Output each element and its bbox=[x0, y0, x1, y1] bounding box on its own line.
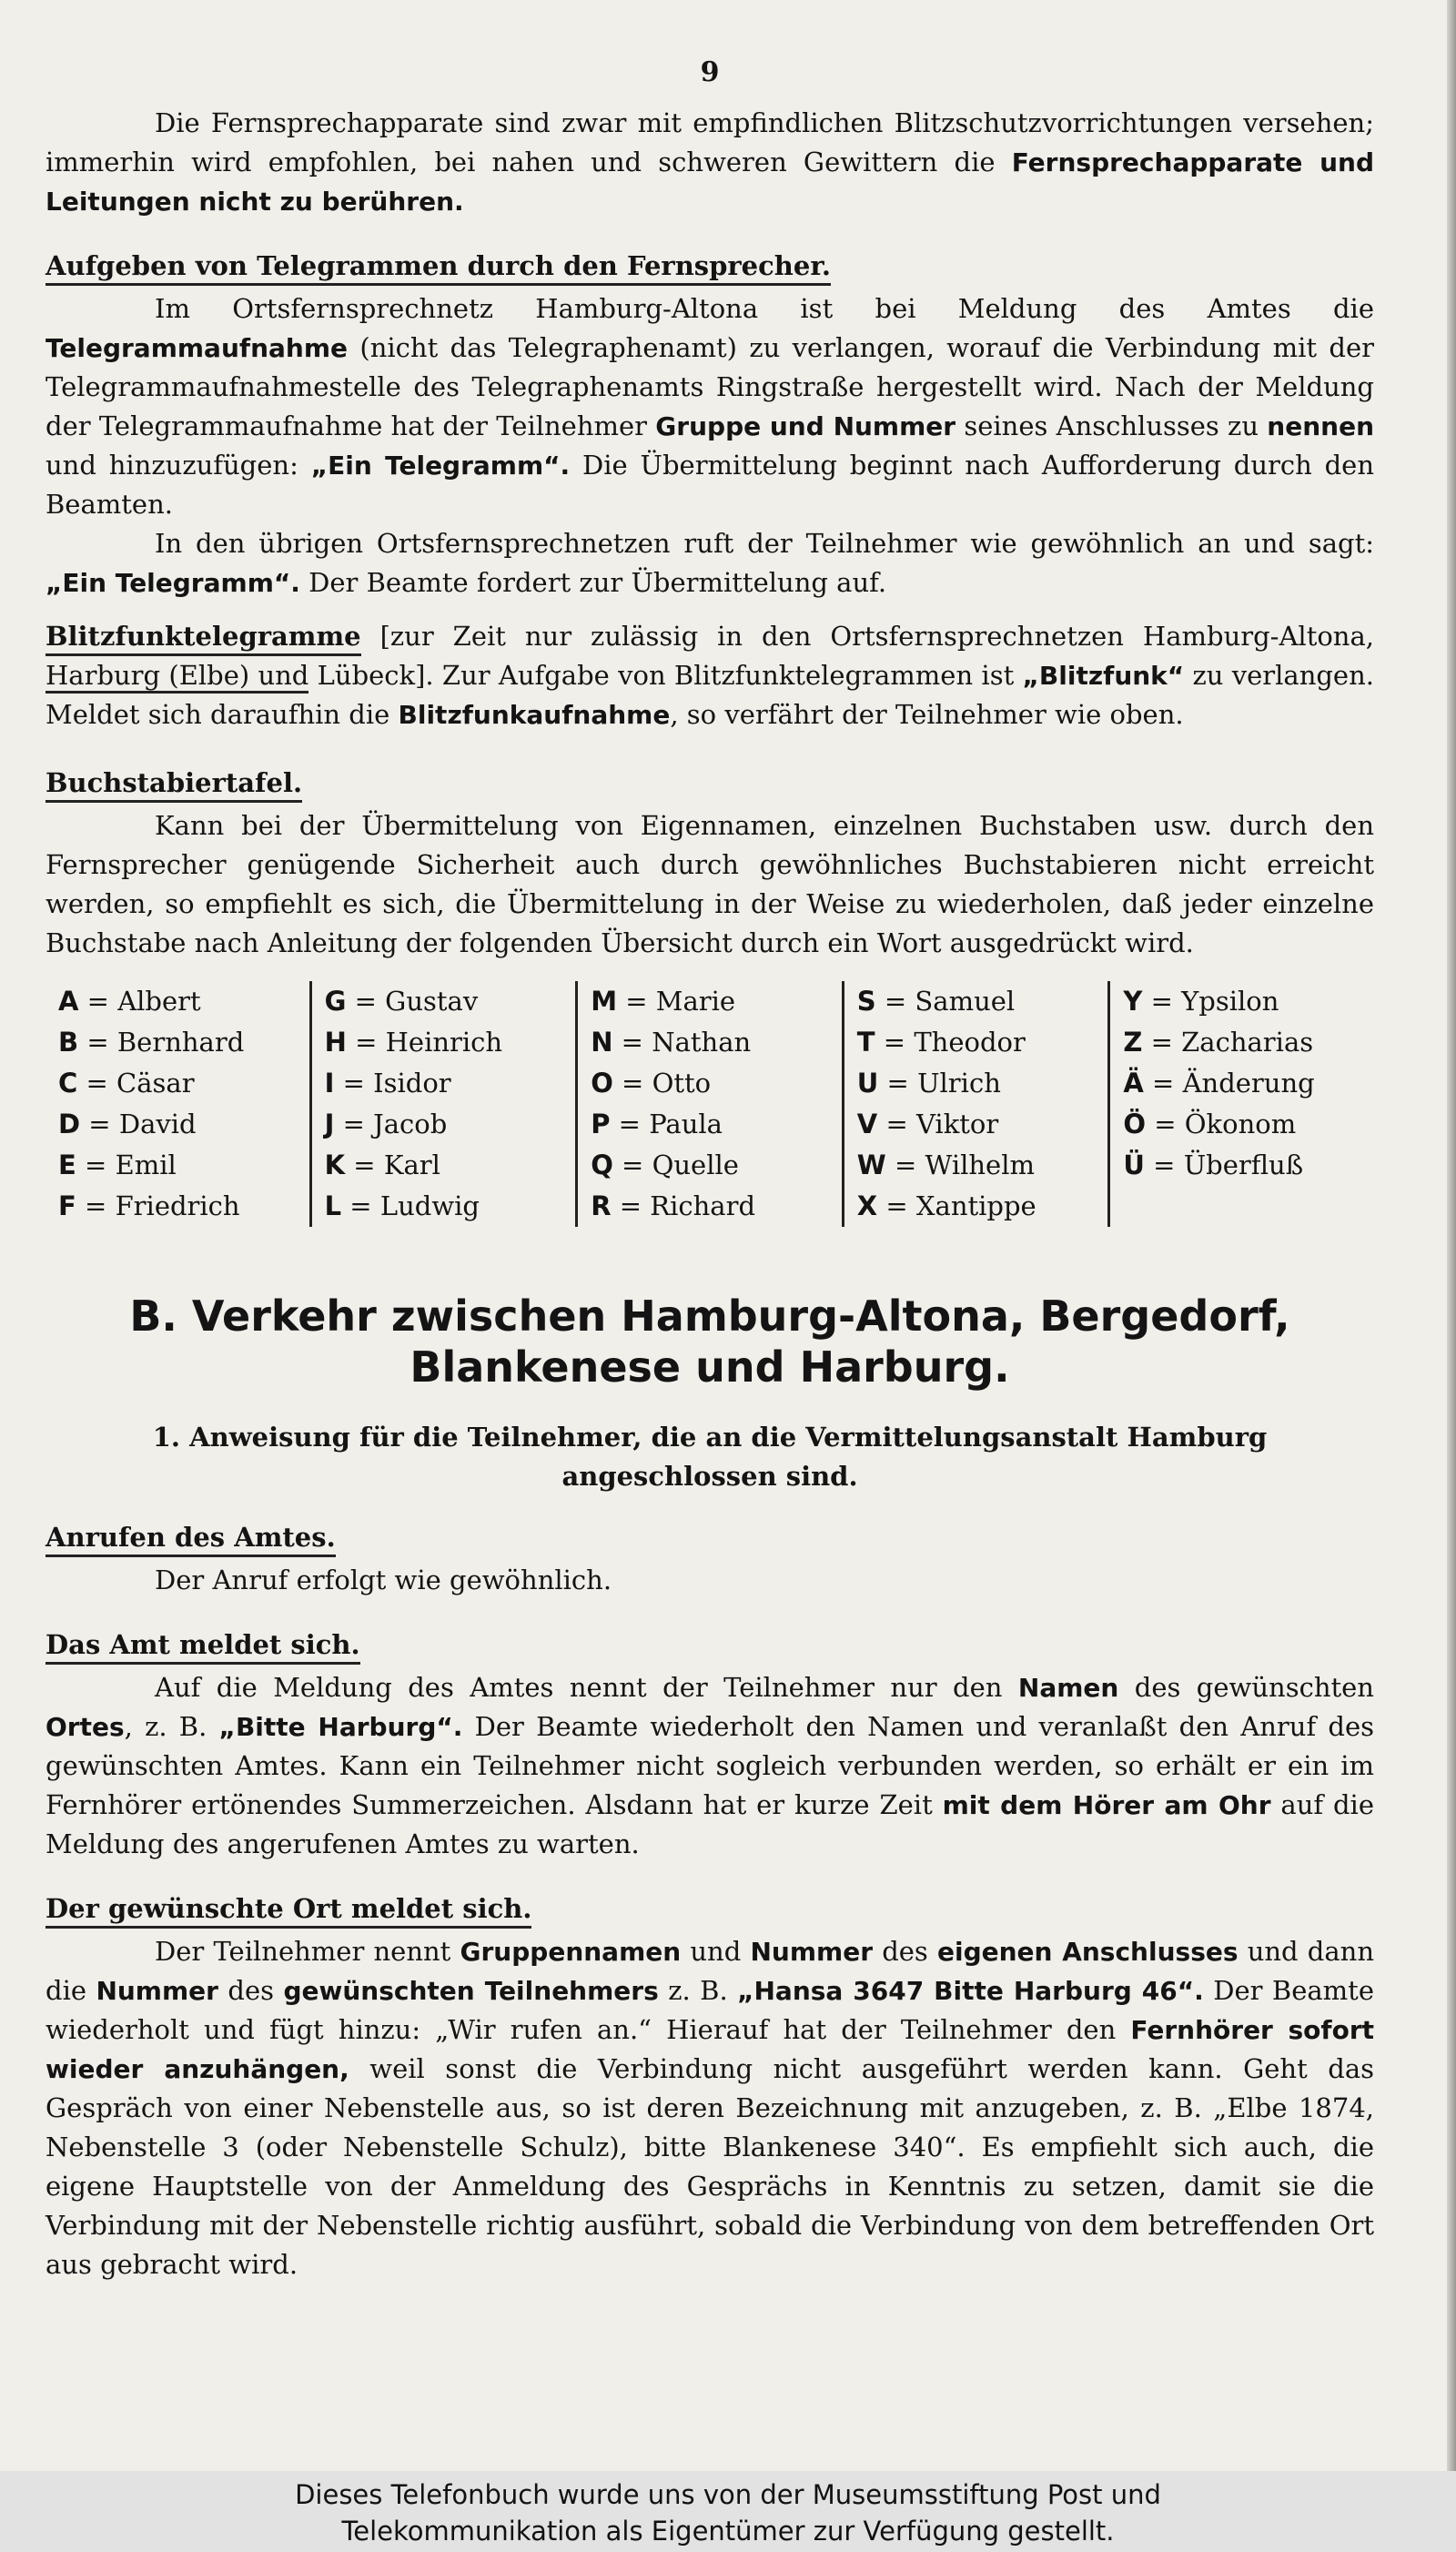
spelling-word: Marie bbox=[655, 986, 736, 1017]
spelling-word: Theodor bbox=[914, 1027, 1026, 1058]
spelling-letter: A bbox=[58, 986, 79, 1017]
equals-sign: = bbox=[878, 1068, 918, 1099]
spelling-column bbox=[575, 981, 842, 1227]
spelling-entry bbox=[58, 1145, 297, 1186]
equals-sign: = bbox=[611, 1190, 651, 1221]
blitzfunk-paragraph: Blitzfunktelegramme [zur Zeit nur zulässig in den Ortsfernsprechnetzen Hamburg-Altona, Harburg (Elbe) und Lübeck]. Zur Aufgabe von Blitzfunktelegrammen ist „Blitzfunk“ zu verlangen. Meldet sich daraufhin die Blitzfunkaufnahme, so verfährt der Teilnehmer wie oben. bbox=[46, 621, 1374, 730]
telegramme-paragraph-1: Im Ortsfernsprechnetz Hamburg-Altona ist bei Meldung des Amtes die Telegrammaufnahme (nicht das Telegraphenamt) zu verlangen, worauf die Verbindung mit der Telegrammaufnahmestelle des Telegraphenamts Ringstraße hergestellt wird. Nach der Meldung der Telegrammaufnahme hat der Teilnehmer Gruppe und Nummer seines Anschlusses zu nennen und hinzuzufügen: „Ein Telegramm“. Die Übermittelung beginnt nach Aufforderung durch den Beamten. bbox=[46, 293, 1375, 520]
page-number: 9 bbox=[700, 56, 720, 88]
spelling-word: Otto bbox=[652, 1068, 712, 1099]
spelling-letter: Q bbox=[591, 1149, 613, 1180]
equals-sign: = bbox=[885, 1149, 925, 1180]
spelling-word: Viktor bbox=[915, 1109, 999, 1139]
spelling-letter: U bbox=[856, 1068, 879, 1099]
equals-sign: = bbox=[345, 1149, 384, 1180]
scan-edge bbox=[1447, 0, 1456, 2471]
equals-sign: = bbox=[610, 1109, 650, 1139]
equals-sign: = bbox=[612, 1068, 652, 1099]
spelling-letter: Ö bbox=[1123, 1109, 1147, 1139]
anrufen-paragraph: Der Anruf erfolgt wie gewöhnlich. bbox=[155, 1565, 612, 1595]
heading-ort-meldet: Der gewünschte Ort meldet sich. bbox=[46, 1891, 531, 1929]
equals-sign: = bbox=[617, 986, 656, 1017]
equals-sign: = bbox=[1144, 1149, 1184, 1180]
spelling-word: Isidor bbox=[373, 1068, 451, 1099]
spelling-letter: L bbox=[324, 1190, 342, 1221]
spelling-entry bbox=[591, 1145, 829, 1186]
equals-sign: = bbox=[346, 1027, 386, 1058]
spelling-entry bbox=[1123, 1022, 1361, 1063]
spelling-letter: S bbox=[856, 986, 876, 1017]
spelling-entry bbox=[325, 1104, 563, 1145]
heading-amt-meldet: Das Amt meldet sich. bbox=[46, 1627, 360, 1665]
spelling-word: David bbox=[118, 1109, 197, 1139]
spelling-table bbox=[46, 981, 1374, 1227]
spelling-letter: G bbox=[324, 986, 347, 1017]
equals-sign: = bbox=[1142, 986, 1182, 1017]
spelling-word: Friedrich bbox=[115, 1190, 240, 1221]
equals-sign: = bbox=[875, 1027, 915, 1058]
intro-paragraph: Die Fernsprechapparate sind zwar mit empfindlichen Blitzschutzvorrichtungen versehen; immerhin wird empfohlen, bei nahen und schweren Gewittern die Fernsprechapparate und Leitungen nicht zu berühren. bbox=[46, 107, 1375, 217]
heading-blitzfunk: Blitzfunktelegramme bbox=[46, 619, 361, 656]
section-b-title: B. Verkehr zwischen Hamburg-Altona, Bergedorf, Blankenese und Harburg. bbox=[129, 1291, 1290, 1392]
spelling-word: Emil bbox=[115, 1149, 177, 1180]
spelling-entry bbox=[325, 1022, 563, 1063]
spelling-word: Überfluß bbox=[1183, 1149, 1304, 1180]
spelling-entry bbox=[58, 981, 297, 1022]
equals-sign: = bbox=[877, 1109, 916, 1139]
page-content bbox=[46, 55, 1374, 2284]
spelling-letter: M bbox=[591, 986, 618, 1017]
spelling-entry bbox=[857, 981, 1096, 1022]
spelling-word: Gustav bbox=[385, 986, 479, 1017]
spelling-entry bbox=[325, 1063, 563, 1104]
spelling-letter: D bbox=[58, 1109, 81, 1139]
spelling-letter: X bbox=[856, 1190, 878, 1221]
spelling-letter: I bbox=[324, 1068, 335, 1099]
spelling-entry bbox=[58, 1063, 297, 1104]
equals-sign: = bbox=[346, 986, 386, 1017]
spelling-letter: Z bbox=[1123, 1027, 1143, 1058]
spelling-entry bbox=[58, 1104, 297, 1145]
spelling-letter: Y bbox=[1123, 986, 1143, 1017]
spelling-letter: R bbox=[591, 1190, 612, 1221]
spelling-letter: T bbox=[856, 1027, 875, 1058]
equals-sign: = bbox=[612, 1149, 652, 1180]
spelling-entry bbox=[1123, 1104, 1361, 1145]
spelling-word: Ökonom bbox=[1184, 1109, 1297, 1139]
spelling-column bbox=[842, 981, 1108, 1227]
spelling-word: Zacharias bbox=[1181, 1027, 1314, 1058]
spelling-column bbox=[309, 981, 576, 1227]
spelling-letter: Ä bbox=[1123, 1068, 1144, 1099]
spelling-word: Ypsilon bbox=[1181, 986, 1279, 1017]
spelling-entry bbox=[1123, 1063, 1361, 1104]
spelling-entry bbox=[325, 1145, 563, 1186]
spelling-word: Samuel bbox=[915, 986, 1016, 1017]
spelling-entry bbox=[857, 1104, 1096, 1145]
spelling-entry bbox=[857, 1186, 1096, 1227]
equals-sign: = bbox=[1142, 1027, 1182, 1058]
spelling-word: Karl bbox=[383, 1149, 440, 1180]
equals-sign: = bbox=[341, 1190, 380, 1221]
equals-sign: = bbox=[76, 1190, 116, 1221]
spelling-letter: B bbox=[58, 1027, 79, 1058]
spelling-entry bbox=[591, 1186, 829, 1227]
spelling-word: Paula bbox=[649, 1109, 723, 1139]
spelling-entry bbox=[857, 1022, 1096, 1063]
spelling-entry bbox=[857, 1145, 1096, 1186]
equals-sign: = bbox=[78, 1027, 117, 1058]
spelling-entry bbox=[591, 1063, 829, 1104]
spelling-word: Wilhelm bbox=[925, 1149, 1035, 1180]
spelling-letter: N bbox=[591, 1027, 613, 1058]
spelling-word: Heinrich bbox=[385, 1027, 503, 1058]
equals-sign: = bbox=[77, 1068, 117, 1099]
spelling-entry bbox=[1123, 1145, 1361, 1186]
heading-buchstabiertafel: Buchstabiertafel. bbox=[46, 765, 302, 803]
footer-notice: Dieses Telefonbuch wurde uns von der Museumsstiftung Post und Telekommunikation als Eigentümer zur Verfügung gestellt. bbox=[0, 2471, 1456, 2552]
spelling-word: Jacob bbox=[373, 1109, 448, 1139]
equals-sign: = bbox=[78, 986, 118, 1017]
spelling-entry bbox=[591, 1022, 829, 1063]
equals-sign: = bbox=[334, 1109, 374, 1139]
buchstabier-paragraph: Kann bei der Übermittelung von Eigennamen, einzelnen Buchstaben usw. durch den Fernsprecher genügende Sicherheit auch durch gewöhnliches Buchstabieren nicht erreicht werden, so empfiehlt es sich, die Übermittelung in der Weise zu wiederholen, daß jeder einzelne Buchstabe nach Anleitung der folgenden Übersicht durch ein Wort ausgedrückt wird. bbox=[46, 810, 1374, 958]
spelling-word: Richard bbox=[650, 1190, 756, 1221]
spelling-word: Albert bbox=[117, 986, 201, 1017]
equals-sign: = bbox=[875, 986, 915, 1017]
spelling-letter: J bbox=[324, 1109, 335, 1139]
spelling-column bbox=[46, 981, 309, 1227]
spelling-entry bbox=[1123, 981, 1361, 1022]
spelling-letter: E bbox=[58, 1149, 76, 1180]
spelling-letter: C bbox=[58, 1068, 78, 1099]
spelling-entry bbox=[591, 981, 829, 1022]
spelling-column bbox=[1107, 981, 1374, 1227]
ort-meldet-paragraph: Der Teilnehmer nennt Gruppennamen und Nummer des eigenen Anschlusses und dann die Nummer des gewünschten Teilnehmers z. B. „Hansa 3647 Bitte Harburg 46“. Der Beamte wiederholt und fügt hinzu: „Wir rufen an.“ Hierauf hat der Teilnehmer den Fernhörer sofort wieder anzuhängen, weil sonst die Verbindung nicht ausgeführt werden kann. Geht das Gespräch von einer Nebenstelle aus, so ist deren Bezeichnung mit anzugeben, z. B. „Elbe 1874, Nebenstelle 3 (oder Nebenstelle Schulz), bitte Blankenese 340“. Es empfiehlt sich auch, die eigene Hauptstelle von der Anmeldung des Gesprächs in Kenntnis zu setzen, damit sie die Verbindung mit der Nebenstelle richtig ausführt, sobald die Verbindung von dem betreffenden Ort aus gebracht wird. bbox=[46, 1936, 1375, 2280]
equals-sign: = bbox=[76, 1149, 116, 1180]
spelling-letter: K bbox=[324, 1149, 346, 1180]
telegramme-paragraph-2: In den übrigen Ortsfernsprechnetzen ruft der Teilnehmer wie gewöhnlich an und sagt: „Ein Telegramm“. Der Beamte fordert zur Übermittelung auf. bbox=[46, 528, 1374, 598]
equals-sign: = bbox=[877, 1190, 916, 1221]
amt-meldet-paragraph: Auf die Meldung des Amtes nennt der Teilnehmer nur den Namen des gewünschten Ortes, z. B. „Bitte Harburg“. Der Beamte wiederholt den Namen und veranlaßt den Anruf des gewünschten Amtes. Kann ein Teilnehmer nicht sogleich verbunden werden, so erhält er ein im Fernhörer ertönendes Summerzeichen. Alsdann hat er kurze Zeit mit dem Hörer am Ohr auf die Meldung des angerufenen Amtes zu warten. bbox=[46, 1672, 1374, 1859]
spelling-entry bbox=[58, 1022, 297, 1063]
equals-sign: = bbox=[80, 1109, 119, 1139]
spelling-word: Cäsar bbox=[116, 1068, 195, 1099]
spelling-entry bbox=[591, 1104, 829, 1145]
spelling-entry bbox=[58, 1186, 297, 1227]
spelling-word: Bernhard bbox=[116, 1027, 245, 1058]
spelling-letter: V bbox=[856, 1109, 878, 1139]
equals-sign: = bbox=[1143, 1068, 1183, 1099]
spelling-word: Änderung bbox=[1182, 1068, 1315, 1099]
heading-anrufen: Anrufen des Amtes. bbox=[46, 1520, 336, 1557]
spelling-word: Ludwig bbox=[379, 1190, 480, 1221]
equals-sign: = bbox=[334, 1068, 374, 1099]
spelling-entry bbox=[325, 981, 563, 1022]
spelling-word: Nathan bbox=[652, 1027, 752, 1058]
spelling-entry bbox=[857, 1063, 1096, 1104]
spelling-letter: W bbox=[856, 1149, 886, 1180]
spelling-word: Ulrich bbox=[917, 1068, 1001, 1099]
spelling-word: Xantippe bbox=[915, 1190, 1036, 1221]
section-b-subtitle: 1. Anweisung für die Teilnehmer, die an die Vermittelungsanstalt Hamburg angeschlossen sind. bbox=[152, 1422, 1268, 1492]
spelling-letter: H bbox=[324, 1027, 347, 1058]
spelling-letter: P bbox=[591, 1109, 611, 1139]
spelling-word: Quelle bbox=[652, 1149, 739, 1180]
spelling-entry bbox=[325, 1186, 563, 1227]
spelling-letter: F bbox=[58, 1190, 76, 1221]
equals-sign: = bbox=[1146, 1109, 1185, 1139]
spelling-letter: O bbox=[591, 1068, 613, 1099]
spelling-letter: Ü bbox=[1123, 1149, 1145, 1180]
heading-telegramme: Aufgeben von Telegrammen durch den Fernsprecher. bbox=[46, 248, 831, 286]
equals-sign: = bbox=[612, 1027, 652, 1058]
